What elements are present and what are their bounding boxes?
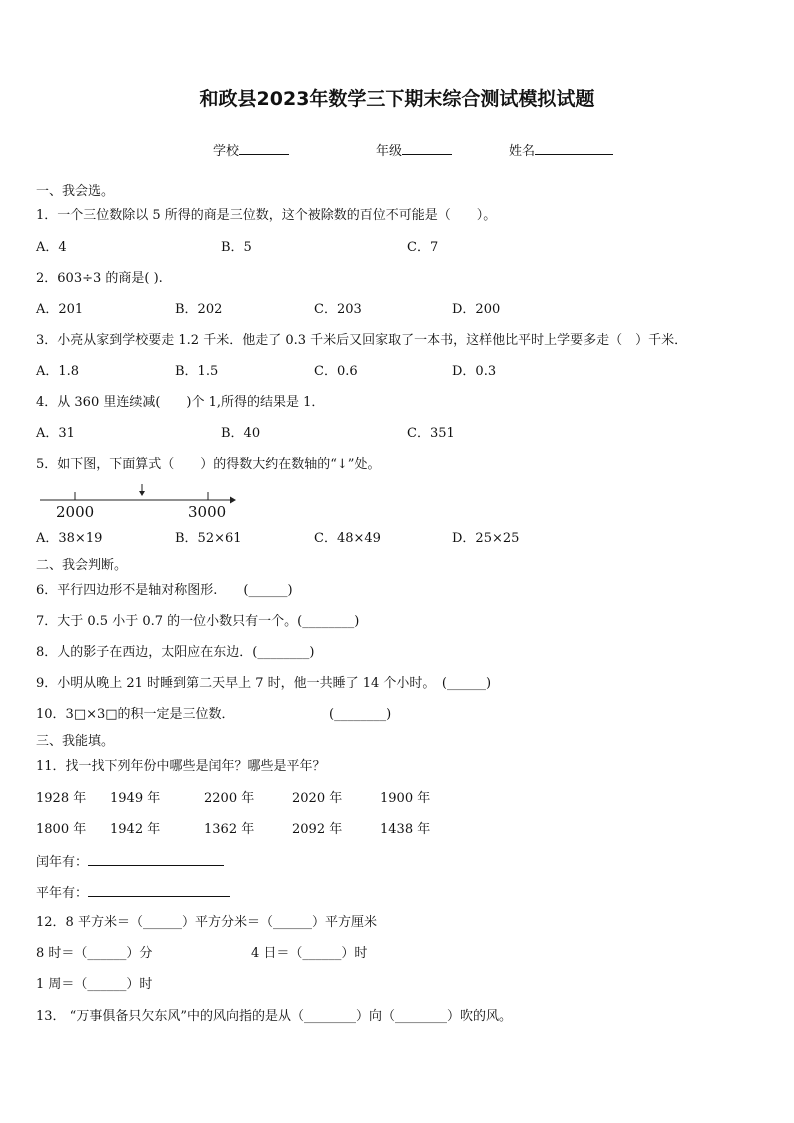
name-field xyxy=(509,142,613,160)
year-item: 2200 年 xyxy=(204,791,255,806)
question-9: 9．小明从晚上 21 时睡到第二天早上 7 时，他一共睡了 14 个小时。 (______) xyxy=(36,676,492,691)
year-item: 1949 年 xyxy=(110,791,161,806)
question-12-line-2b: 4 日＝（______）时 xyxy=(251,946,368,961)
grade-blank[interactable] xyxy=(402,142,452,155)
question-7: 7．大于 0.5 小于 0.7 的一位小数只有一个。(________) xyxy=(36,614,360,629)
section-heading-judge: 二、我会判断。 xyxy=(36,558,128,573)
common-years-label: 平年有： xyxy=(36,886,89,901)
school-field xyxy=(213,142,289,160)
q3-option-b[interactable]: B．1.5 xyxy=(175,364,219,379)
year-item: 1928 年 xyxy=(36,791,87,806)
name-label: 姓名 xyxy=(509,144,536,159)
q5-option-a[interactable]: A．38×19 xyxy=(36,531,103,546)
question-4: 4．从 360 里连续减( )个 1,所得的结果是 1． xyxy=(36,395,325,410)
year-item: 1438 年 xyxy=(380,822,431,837)
question-3: 3．小亮从家到学校要走 1.2 千米．他走了 0.3 千米后又回家取了一本书，这样他比平时上学要多走（ ）千米． xyxy=(36,333,688,348)
number-line xyxy=(36,484,246,524)
down-arrow-icon xyxy=(139,484,145,496)
section-heading-fill: 三、我能填。 xyxy=(36,734,115,749)
question-8: 8．人的影子在西边，太阳应在东边．(________) xyxy=(36,645,315,660)
leap-years-blank[interactable] xyxy=(88,853,224,866)
q3-option-d[interactable]: D．0.3 xyxy=(452,364,497,379)
q5-option-c[interactable]: C．48×49 xyxy=(314,531,381,546)
common-years-field xyxy=(36,884,230,902)
question-13: 13． “万事俱备只欠东风”中的风向指的是从（________）向（________）吹的风。 xyxy=(36,1009,512,1024)
tick-label-2000: 2000 xyxy=(56,503,95,521)
leap-years-label: 闰年有： xyxy=(36,855,89,870)
q1-option-b[interactable]: B．5 xyxy=(221,240,252,255)
tick-label-3000: 3000 xyxy=(188,503,227,521)
year-item: 2020 年 xyxy=(292,791,343,806)
q4-option-c[interactable]: C．351 xyxy=(407,426,455,441)
year-item: 1800 年 xyxy=(36,822,87,837)
name-blank[interactable] xyxy=(535,142,613,155)
q5-option-b[interactable]: B．52×61 xyxy=(175,531,242,546)
q10-answer-blank[interactable]: (________) xyxy=(329,707,392,722)
q2-option-c[interactable]: C．203 xyxy=(314,302,362,317)
q3-option-a[interactable]: A．1.8 xyxy=(36,364,80,379)
question-11: 11．找一找下列年份中哪些是闰年？哪些是平年？ xyxy=(36,759,326,774)
q2-option-d[interactable]: D．200 xyxy=(452,302,501,317)
question-12-line-3: 1 周＝（______）时 xyxy=(36,977,153,992)
leap-years-field xyxy=(36,853,224,871)
page-title: 和政县2023年数学三下期末综合测试模拟试题 xyxy=(199,88,595,110)
question-6: 6．平行四边形不是轴对称图形. (______) xyxy=(36,583,293,598)
year-item: 1900 年 xyxy=(380,791,431,806)
q4-option-a[interactable]: A．31 xyxy=(36,426,75,441)
school-label: 学校 xyxy=(213,144,240,159)
grade-field xyxy=(376,142,452,160)
section-heading-choice: 一、我会选。 xyxy=(36,184,115,199)
school-blank[interactable] xyxy=(239,142,289,155)
q5-option-d[interactable]: D．25×25 xyxy=(452,531,520,546)
q1-option-a[interactable]: A．4 xyxy=(36,240,67,255)
year-item: 2092 年 xyxy=(292,822,343,837)
year-item: 1942 年 xyxy=(110,822,161,837)
grade-label: 年级 xyxy=(376,144,403,159)
question-12-line-1: 12．8 平方米＝（______）平方分米＝（______）平方厘米 xyxy=(36,915,377,930)
common-years-blank[interactable] xyxy=(88,884,230,897)
question-12-line-2a: 8 时＝（______）分 xyxy=(36,946,153,961)
q4-option-b[interactable]: B．40 xyxy=(221,426,261,441)
question-2: 2．603÷3 的商是( ). xyxy=(36,271,163,286)
q2-option-a[interactable]: A．201 xyxy=(36,302,84,317)
question-10: 10．3□×3□的积一定是三位数． xyxy=(36,707,235,722)
q1-option-c[interactable]: C．7 xyxy=(407,240,439,255)
q2-option-b[interactable]: B．202 xyxy=(175,302,223,317)
question-5: 5．如下图，下面算式（ ）的得数大约在数轴的“↓”处。 xyxy=(36,457,381,472)
q3-option-c[interactable]: C．0.6 xyxy=(314,364,358,379)
year-item: 1362 年 xyxy=(204,822,255,837)
question-1: 1．一个三位数除以 5 所得的商是三位数，这个被除数的百位不可能是（ ）。 xyxy=(36,208,497,223)
